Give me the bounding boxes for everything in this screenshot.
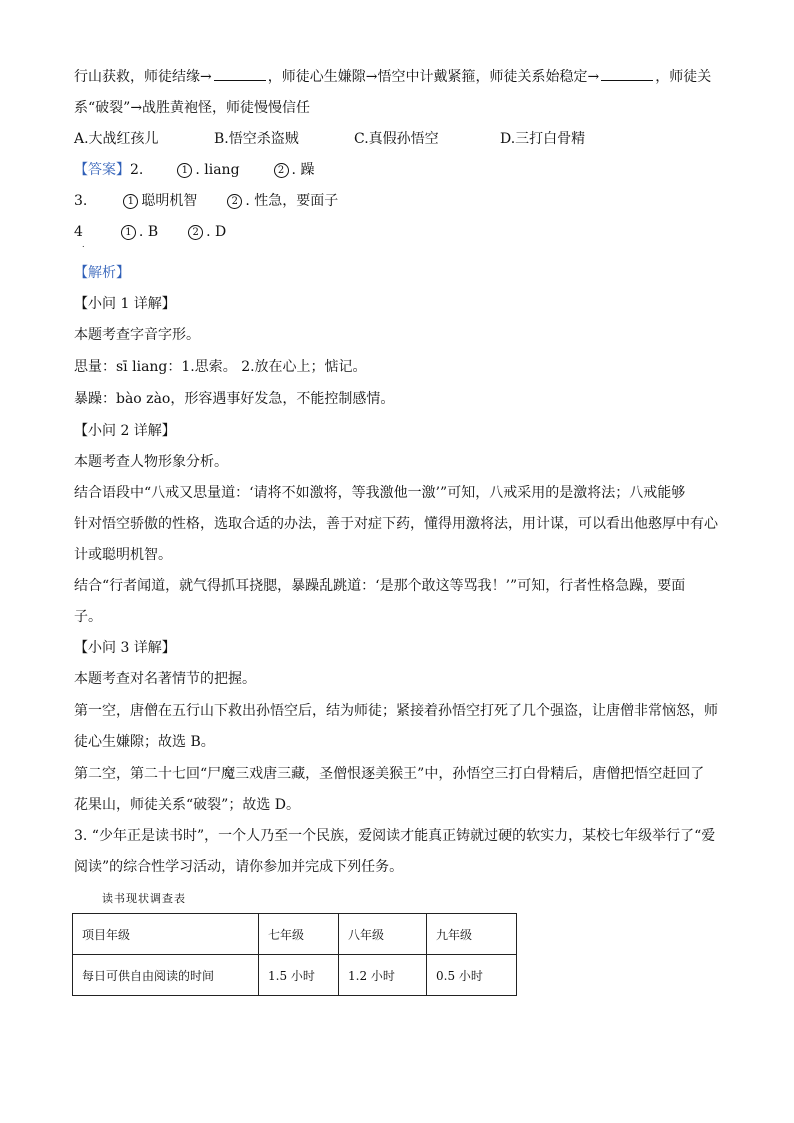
survey-table xyxy=(72,913,517,996)
answer-line-q3 xyxy=(74,191,338,211)
sub2-title: 【小问 2 详解】 xyxy=(74,423,176,439)
answer-line-q4 xyxy=(74,222,226,242)
table-header-cell: 七年级 xyxy=(259,914,339,955)
sequence-line-2: 系“破裂”→战胜黄袍怪，师徒慢慢信任 xyxy=(74,100,311,116)
option-c: C.真假孙悟空 xyxy=(354,131,439,147)
sub3-title: 【小问 3 详解】 xyxy=(74,640,176,656)
survey-caption: 读书现状调查表 xyxy=(102,892,186,905)
sub2-paragraph-2-line-1: 结合“行者闻道，就气得抓耳挠腮，暴躁乱跳道：‘是那个敢这等骂我！’”可知，行者性格急躁，要面 xyxy=(74,578,686,594)
sequence-text-3: ，师徒关 xyxy=(655,69,712,85)
analysis-label: 【解析】 xyxy=(74,265,130,281)
options-line xyxy=(74,129,585,149)
answer-q2-part1: . liang xyxy=(195,162,240,178)
table-cell: 1.2 小时 xyxy=(339,955,427,996)
sub3-paragraph-2-line-1: 第二空，第二十七回“尸魔三戏唐三藏，圣僧恨逐美猴王”中，孙悟空三打白骨精后，唐僧把悟空赶回了 xyxy=(74,766,705,782)
sub3-intro: 本题考查对名著情节的把握。 xyxy=(74,671,256,687)
table-cell: 1.5 小时 xyxy=(259,955,339,996)
sub1-line-2: 暴躁：bào zào，形容遇事好发急，不能控制感情。 xyxy=(74,391,395,407)
answer-q4-prefix: 4 xyxy=(74,224,83,240)
sub3-paragraph-2-line-2: 花果山，师徒关系“破裂”；故选 D。 xyxy=(74,797,300,813)
circled-number: 1 xyxy=(177,163,192,178)
answer-q4-part1: . B xyxy=(138,224,159,240)
sub1-line-1: 思量：sī liang：1.思索。 2.放在心上；惦记。 xyxy=(74,359,367,375)
answer-q3-part2: . 性急，要面子 xyxy=(245,193,339,209)
circled-number: 2 xyxy=(188,225,203,240)
table-header-cell: 八年级 xyxy=(339,914,427,955)
answer-q2-part2: . 躁 xyxy=(291,162,315,178)
sub3-paragraph-1-line-2: 徒心生嫌隙；故选 B。 xyxy=(74,734,215,750)
sub2-paragraph-1-line-3: 计或聪明机智。 xyxy=(74,547,172,563)
option-d: D.三打白骨精 xyxy=(500,131,586,147)
sub2-paragraph-1-line-1: 结合语段中“八戒又思量道：‘请将不如激将，等我激他一激’”可知，八戒采用的是激将法；八戒能够 xyxy=(74,485,686,501)
answer-blank-2 xyxy=(601,66,653,81)
sequence-text-2: ，师徒心生嫌隙→悟空中计戴紧箍，师徒关系始稳定→ xyxy=(267,69,600,85)
circled-number: 1 xyxy=(123,194,138,209)
table-header-cell: 九年级 xyxy=(427,914,517,955)
table-cell: 0.5 小时 xyxy=(427,955,517,996)
table-row xyxy=(73,955,517,996)
sub2-intro: 本题考查人物形象分析。 xyxy=(74,454,228,470)
table-header-cell: 项目年级 xyxy=(73,914,259,955)
answer-q4-part2: . D xyxy=(206,224,227,240)
question3-line-1: 3. “少年正是读书时”，一个人乃至一个民族，爱阅读才能真正铸就过硬的软实力，某校七年级举行了“爱 xyxy=(74,828,716,844)
table-row-label: 每日可供自由阅读的时间 xyxy=(73,955,259,996)
answer-line-q2 xyxy=(74,160,314,180)
option-a: A.大战红孩儿 xyxy=(74,131,159,147)
sub2-paragraph-1-line-2: 针对悟空骄傲的性格，选取合适的办法，善于对症下药，懂得用激将法，用计谋，可以看出他憨厚中有心 xyxy=(74,516,718,532)
answer-label: 【答案】 xyxy=(74,162,130,178)
sub1-title: 【小问 1 详解】 xyxy=(74,296,176,312)
circled-number: 2 xyxy=(227,194,242,209)
sub3-paragraph-1-line-1: 第一空，唐僧在五行山下救出孙悟空后，结为师徒；紧接着孙悟空打死了几个强盗，让唐僧非常恼怒，师 xyxy=(74,703,718,719)
option-b: B.悟空杀盗贼 xyxy=(214,131,299,147)
question3-line-2: 阅读”的综合性学习活动，请你参加并完成下列任务。 xyxy=(74,859,404,875)
answer-q3-prefix: 3. xyxy=(74,193,88,209)
sub2-paragraph-2-line-2: 子。 xyxy=(74,609,102,625)
table-header-row xyxy=(73,914,517,955)
answer-q2-prefix: 2. xyxy=(130,162,144,178)
answer-q3-part1: 聪明机智 xyxy=(141,193,198,209)
circled-number: 1 xyxy=(121,225,136,240)
stray-dot: . xyxy=(82,240,85,249)
answer-blank-1 xyxy=(214,66,266,81)
sequence-text-1: 行山获救，师徒结缘→ xyxy=(74,69,212,85)
circled-number: 2 xyxy=(274,163,289,178)
sequence-line-1 xyxy=(74,66,711,87)
sub1-intro: 本题考查字音字形。 xyxy=(74,327,200,343)
